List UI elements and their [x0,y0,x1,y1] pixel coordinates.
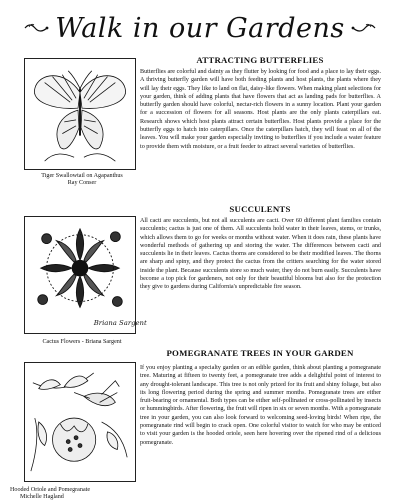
section-heading-succulents: SUCCULENTS [229,204,291,214]
butterfly-icon [25,59,135,169]
page-header [0,8,400,48]
right-flourish-icon [351,21,377,35]
caption-title: Hooded Oriole and Pomegranate [10,487,91,493]
cactus-caption [24,339,140,346]
caption-artist: Michelle Hagland [20,494,64,501]
left-flourish-icon [23,21,49,35]
caption-artist: Ray Conser [67,180,97,187]
butterfly-caption [24,173,140,187]
oriole-caption [10,487,130,501]
butterfly-illustration [24,58,136,170]
caption-title: Cactus Flowers - Briana Sargent [42,339,122,345]
section-heading-pomegranate: POMEGRANATE TREES IN YOUR GARDEN [166,348,354,358]
oriole-pomegranate-illustration [24,362,136,482]
butterflies-body: Butterflies are colorful and dainty as they flutter by looking for food and a place to lay their eggs. A thriving butterfly garden will have both feeding plants and host plants, the plants where they will lay their eggs. They like to land on flat, daisy-like flowers. When making plant selections for your garden, think of adding plants that have flowers that act as landing pads for butterflies. A butterfly garden should have colorful, nectar-rich flowers in a sunny location. Plant your garden for a succession of flowers for all seasons. Host plants are the only plants caterpillars eat. Research shows which host plants attract certain butterflies. Host plants provide a place for the butterfly eggs to hatch into caterpillars. Once the caterpillars hatch, they will feast on all of the leaves. You will make your garden especially inviting to butterflies if you include a water feature to provide them with moisture, or a fruit feeder to attract several varieties of butterflies. [140,69,381,150]
caption-title: Tiger Swallowtail on Agapanthus [41,173,123,179]
page-title: Walk in our Gardens [55,12,345,44]
cactus-flower-illustration [24,216,147,334]
section-heading-butterflies: ATTRACTING BUTTERFLIES [196,55,324,65]
cactus-flower-icon [25,217,147,333]
succulents-body: All cacti are succulents, but not all succulents are cacti. Over 60 different plant families contain succulents; cactus is just one of them. All succulents hold water in their leaves, stems, or trunks, which allows them to go for weeks or months without water. When it does rain, these plants have wonderful methods of gathering up and storing the water. The differences between cacti and succulents lie in their leaves. Cactus thorns are considered to be their modified leaves. The thorns are sharp and spiny, and they protect the cactus from the critters searching for the water stored inside the plant. Because succulents store so much water, they do not burn easily. Succulents have become a top pick for gardeners, not only for their beautiful blooms but also for the protection they give to gardens during California's unpredictable fire season. [140,218,381,291]
pomegranate-body: If you enjoy planting a specialty garden or an edible garden, think about planting a pomegranate tree. Maturing at fifteen to twenty feet, a pomegranate tree adds a delightful point of interest to any drought-tolerant landscape. This tree is not only prized for its fruit and shiny foliage, but also its long flowering period during the spring and summer months. Pomegranate trees are either fruit-bearing or ornamental. Both types can be either self-pollinated or cross-pollinated by insects or hummingbirds. After flowering, the fruit will ripen in six or seven months. With a pomegranate tree in your garden, you can also look forward to welcoming seed-loving birds! When ripe, the pomegranate rind will begin to crack open. One colorful visitor to watch for who may be enticed to visit your garden is the hooded oriole, seen here hovering over the ripened rind of a delicious pomegranate. [140,365,381,446]
artist-signature: Briana Sargent [93,319,147,328]
oriole-pomegranate-icon [25,363,135,481]
